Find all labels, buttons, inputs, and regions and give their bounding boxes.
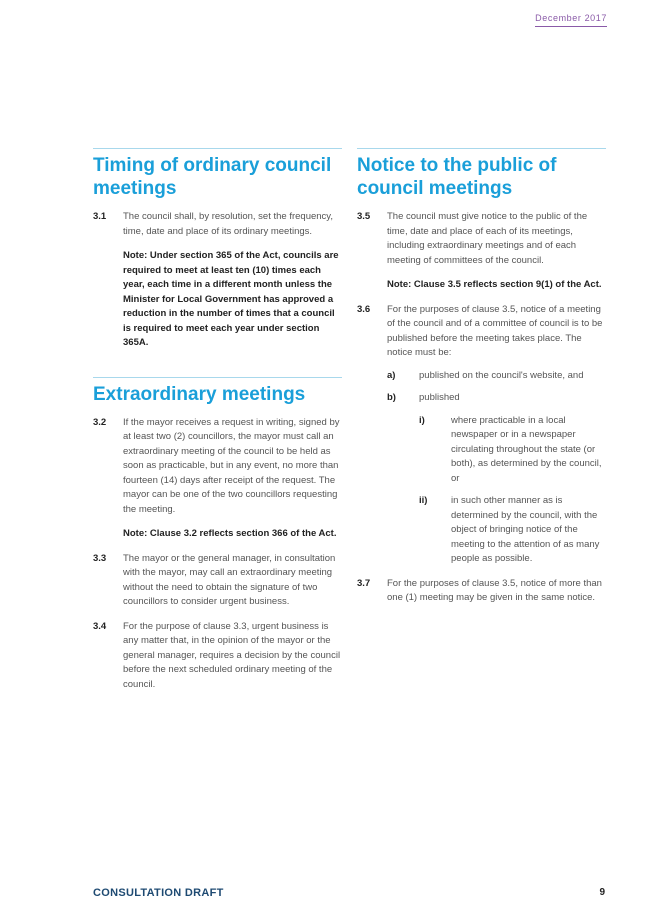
clause-3-7 [357, 577, 606, 606]
heading-notice-to-public: Notice to the public of council meetings [357, 155, 557, 199]
clause-text: For the purposes of clause 3.5, notice of a meeting of the council and of a committee of council is to be published before the meeting takes place. The notice must be: [387, 303, 603, 358]
clause-number: 3.1 [93, 211, 107, 222]
clause-3-3 [93, 552, 342, 610]
list-label: a) [387, 369, 396, 381]
list-item-a [387, 369, 606, 384]
list-text: published [419, 392, 460, 403]
section-divider [93, 377, 342, 378]
sub-item-i [419, 414, 606, 487]
clause-number: 3.2 [93, 416, 107, 428]
clause-text: For the purpose of clause 3.3, urgent business is any matter that, in the opinion of the mayor or the general manager, requires a decision by the council before the next scheduled ordinary meeting of the council. [123, 620, 341, 690]
list-item-b [387, 391, 606, 567]
clause-number: 3.6 [357, 303, 371, 315]
clause-text: The council must give notice to the public of the time, date and place of each of its meetings, including extraordinary meetings and of each meeting of committees of the council. [387, 211, 588, 266]
sub-item-ii [419, 494, 606, 567]
list-text: published on the council's website, and [419, 369, 584, 381]
clause-text: For the purposes of clause 3.5, notice of more than one (1) meeting may be given in the same notice. [387, 577, 602, 603]
clause-text: If the mayor receives a request in writing, signed by at least two (2) councillors, the mayor must call an extraordinary meeting of the council to be held as soon as practicable, but in any event, no more than fourteen (14) days after receipt of the request. The mayor can be one of the two councillors requesting the meeting. [123, 416, 340, 515]
sub-label: i) [419, 414, 425, 426]
clause-note: Note: Under section 365 of the Act, councils are required to meet at least ten (10) times each year, each time in a different month unless the Minister for Local Government has approved a reduction in the number of times that a council is required to meet each year under section 365A. [123, 250, 339, 348]
header-date: December 2017 [535, 13, 607, 27]
section-divider [93, 148, 342, 149]
right-column [357, 148, 606, 616]
clause-number: 3.4 [93, 620, 107, 632]
clause-text: The council shall, by resolution, set the frequency, time, date and place of its ordinary meetings. [123, 211, 333, 237]
section-divider [357, 148, 606, 149]
clause-3-6 [357, 303, 606, 567]
clause-number: 3.5 [357, 211, 371, 222]
clause-number: 3.3 [93, 552, 107, 564]
clause-3-4 [93, 620, 342, 693]
footer-label: CONSULTATION DRAFT [93, 887, 224, 899]
heading-extraordinary-meetings: Extraordinary meetings [93, 383, 306, 405]
clause-3-5 [357, 210, 606, 293]
sub-text: in such other manner as is determined by the council, with the object of bringing notice of the meeting to the attention of as many people as possible. [451, 495, 600, 564]
clause-3-2 [93, 416, 342, 542]
clause-number: 3.7 [357, 577, 371, 589]
left-column [93, 148, 342, 702]
clause-3-1 [93, 210, 342, 351]
list-label: b) [387, 392, 396, 403]
sub-text: where practicable in a local newspaper or in a newspaper circulating throughout the state (or both), as determined by the council, or [451, 414, 602, 484]
heading-timing-ordinary-meetings: Timing of ordinary council meetings [93, 155, 332, 199]
page-number: 9 [599, 887, 605, 898]
sub-label: ii) [419, 495, 428, 506]
clause-note: Note: Clause 3.5 reflects section 9(1) of the Act. [387, 279, 602, 290]
clause-text: The mayor or the general manager, in consultation with the mayor, may call an extraordinary meeting without the need to obtain the signature of two councillors to consider urgent business. [123, 552, 336, 607]
clause-note: Note: Clause 3.2 reflects section 366 of the Act. [123, 528, 337, 539]
